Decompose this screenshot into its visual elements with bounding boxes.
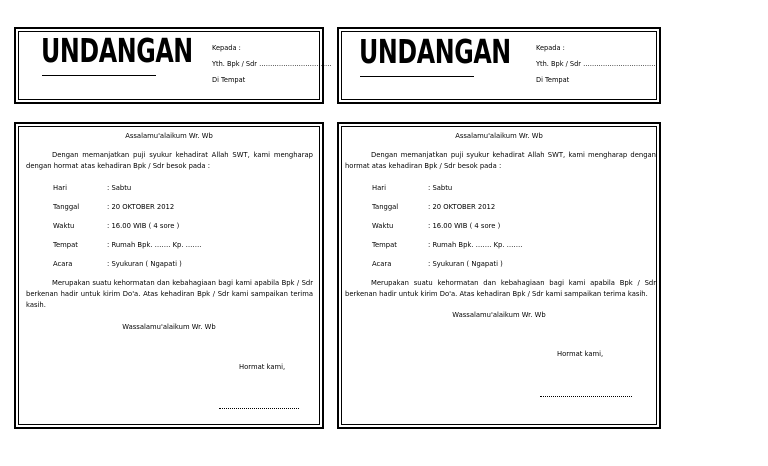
detail-value-acara: : Syukuran ( Ngapati ) bbox=[107, 260, 182, 268]
header-card-right bbox=[337, 27, 661, 104]
detail-value-hari: : Sabtu bbox=[428, 184, 453, 192]
detail-value-tempat: : Rumah Bpk. ……. Kp. ……. bbox=[107, 241, 202, 249]
closing-greeting: Wassalamu'alaikum Wr. Wb bbox=[122, 323, 216, 331]
intro-paragraph: Dengan memanjatkan puji syukur kehadirat Allah SWT, kami mengharap dengan hormat atas kehadiran Bpk / Sdr besok pada : bbox=[26, 151, 313, 170]
body-card-left bbox=[14, 122, 324, 429]
recipient-name: Yth. Bpk / Sdr …………………………… bbox=[212, 60, 332, 68]
detail-label-hari: Hari bbox=[53, 184, 67, 192]
signature-line bbox=[219, 408, 299, 409]
title-underline bbox=[360, 76, 474, 77]
recipient-kepada: Kepada : bbox=[536, 44, 565, 52]
detail-label-waktu: Waktu bbox=[372, 222, 394, 230]
detail-value-waktu: : 16.00 WIB ( 4 sore ) bbox=[107, 222, 180, 230]
detail-label-tempat: Tempat bbox=[53, 241, 78, 249]
recipient-place: Di Tempat bbox=[212, 76, 246, 84]
invitation-title: UNDANGAN bbox=[41, 31, 193, 70]
title-underline bbox=[42, 75, 156, 76]
detail-value-tempat: : Rumah Bpk. ……. Kp. ……. bbox=[428, 241, 523, 249]
detail-value-tanggal: : 20 OKTOBER 2012 bbox=[428, 203, 496, 211]
closing-paragraph: Merupakan suatu kehormatan dan kebahagiaan bagi kami apabila Bpk / Sdr berkenan hadir untuk kirim Do'a. Atas kehadiran Bpk / Sdr kami sampaikan terima kasih. bbox=[345, 279, 656, 298]
detail-label-waktu: Waktu bbox=[53, 222, 75, 230]
header-card-left bbox=[14, 27, 332, 104]
recipient-place: Di Tempat bbox=[536, 76, 570, 84]
intro-paragraph: Dengan memanjatkan puji syukur kehadirat Allah SWT, kami mengharap dengan hormat atas kehadiran Bpk / Sdr besok pada : bbox=[345, 151, 656, 170]
signature-line bbox=[540, 396, 632, 397]
detail-value-waktu: : 16.00 WIB ( 4 sore ) bbox=[428, 222, 501, 230]
detail-value-hari: : Sabtu bbox=[107, 184, 132, 192]
recipient-kepada: Kepada : bbox=[212, 44, 241, 52]
detail-label-tempat: Tempat bbox=[372, 241, 397, 249]
detail-label-tanggal: Tanggal bbox=[372, 203, 399, 211]
body-card-right bbox=[337, 122, 661, 429]
detail-value-acara: : Syukuran ( Ngapati ) bbox=[428, 260, 503, 268]
detail-label-acara: Acara bbox=[53, 260, 73, 268]
invitation-title: UNDANGAN bbox=[359, 32, 511, 71]
recipient-name: Yth. Bpk / Sdr …………………………… bbox=[536, 60, 656, 68]
opening-greeting: Assalamu'alaikum Wr. Wb bbox=[125, 132, 213, 140]
detail-label-tanggal: Tanggal bbox=[53, 203, 80, 211]
detail-value-tanggal: : 20 OKTOBER 2012 bbox=[107, 203, 175, 211]
closing-greeting: Wassalamu'alaikum Wr. Wb bbox=[452, 311, 546, 319]
signature-greeting: Hormat kami, bbox=[239, 363, 286, 371]
detail-label-hari: Hari bbox=[372, 184, 386, 192]
opening-greeting: Assalamu'alaikum Wr. Wb bbox=[455, 132, 543, 140]
closing-paragraph: Merupakan suatu kehormatan dan kebahagiaan bagi kami apabila Bpk / Sdr berkenan hadir untuk kirim Do'a. Atas kehadiran Bpk / Sdr kami sampaikan terima kasih. bbox=[26, 279, 313, 309]
signature-greeting: Hormat kami, bbox=[557, 350, 604, 358]
detail-label-acara: Acara bbox=[372, 260, 392, 268]
